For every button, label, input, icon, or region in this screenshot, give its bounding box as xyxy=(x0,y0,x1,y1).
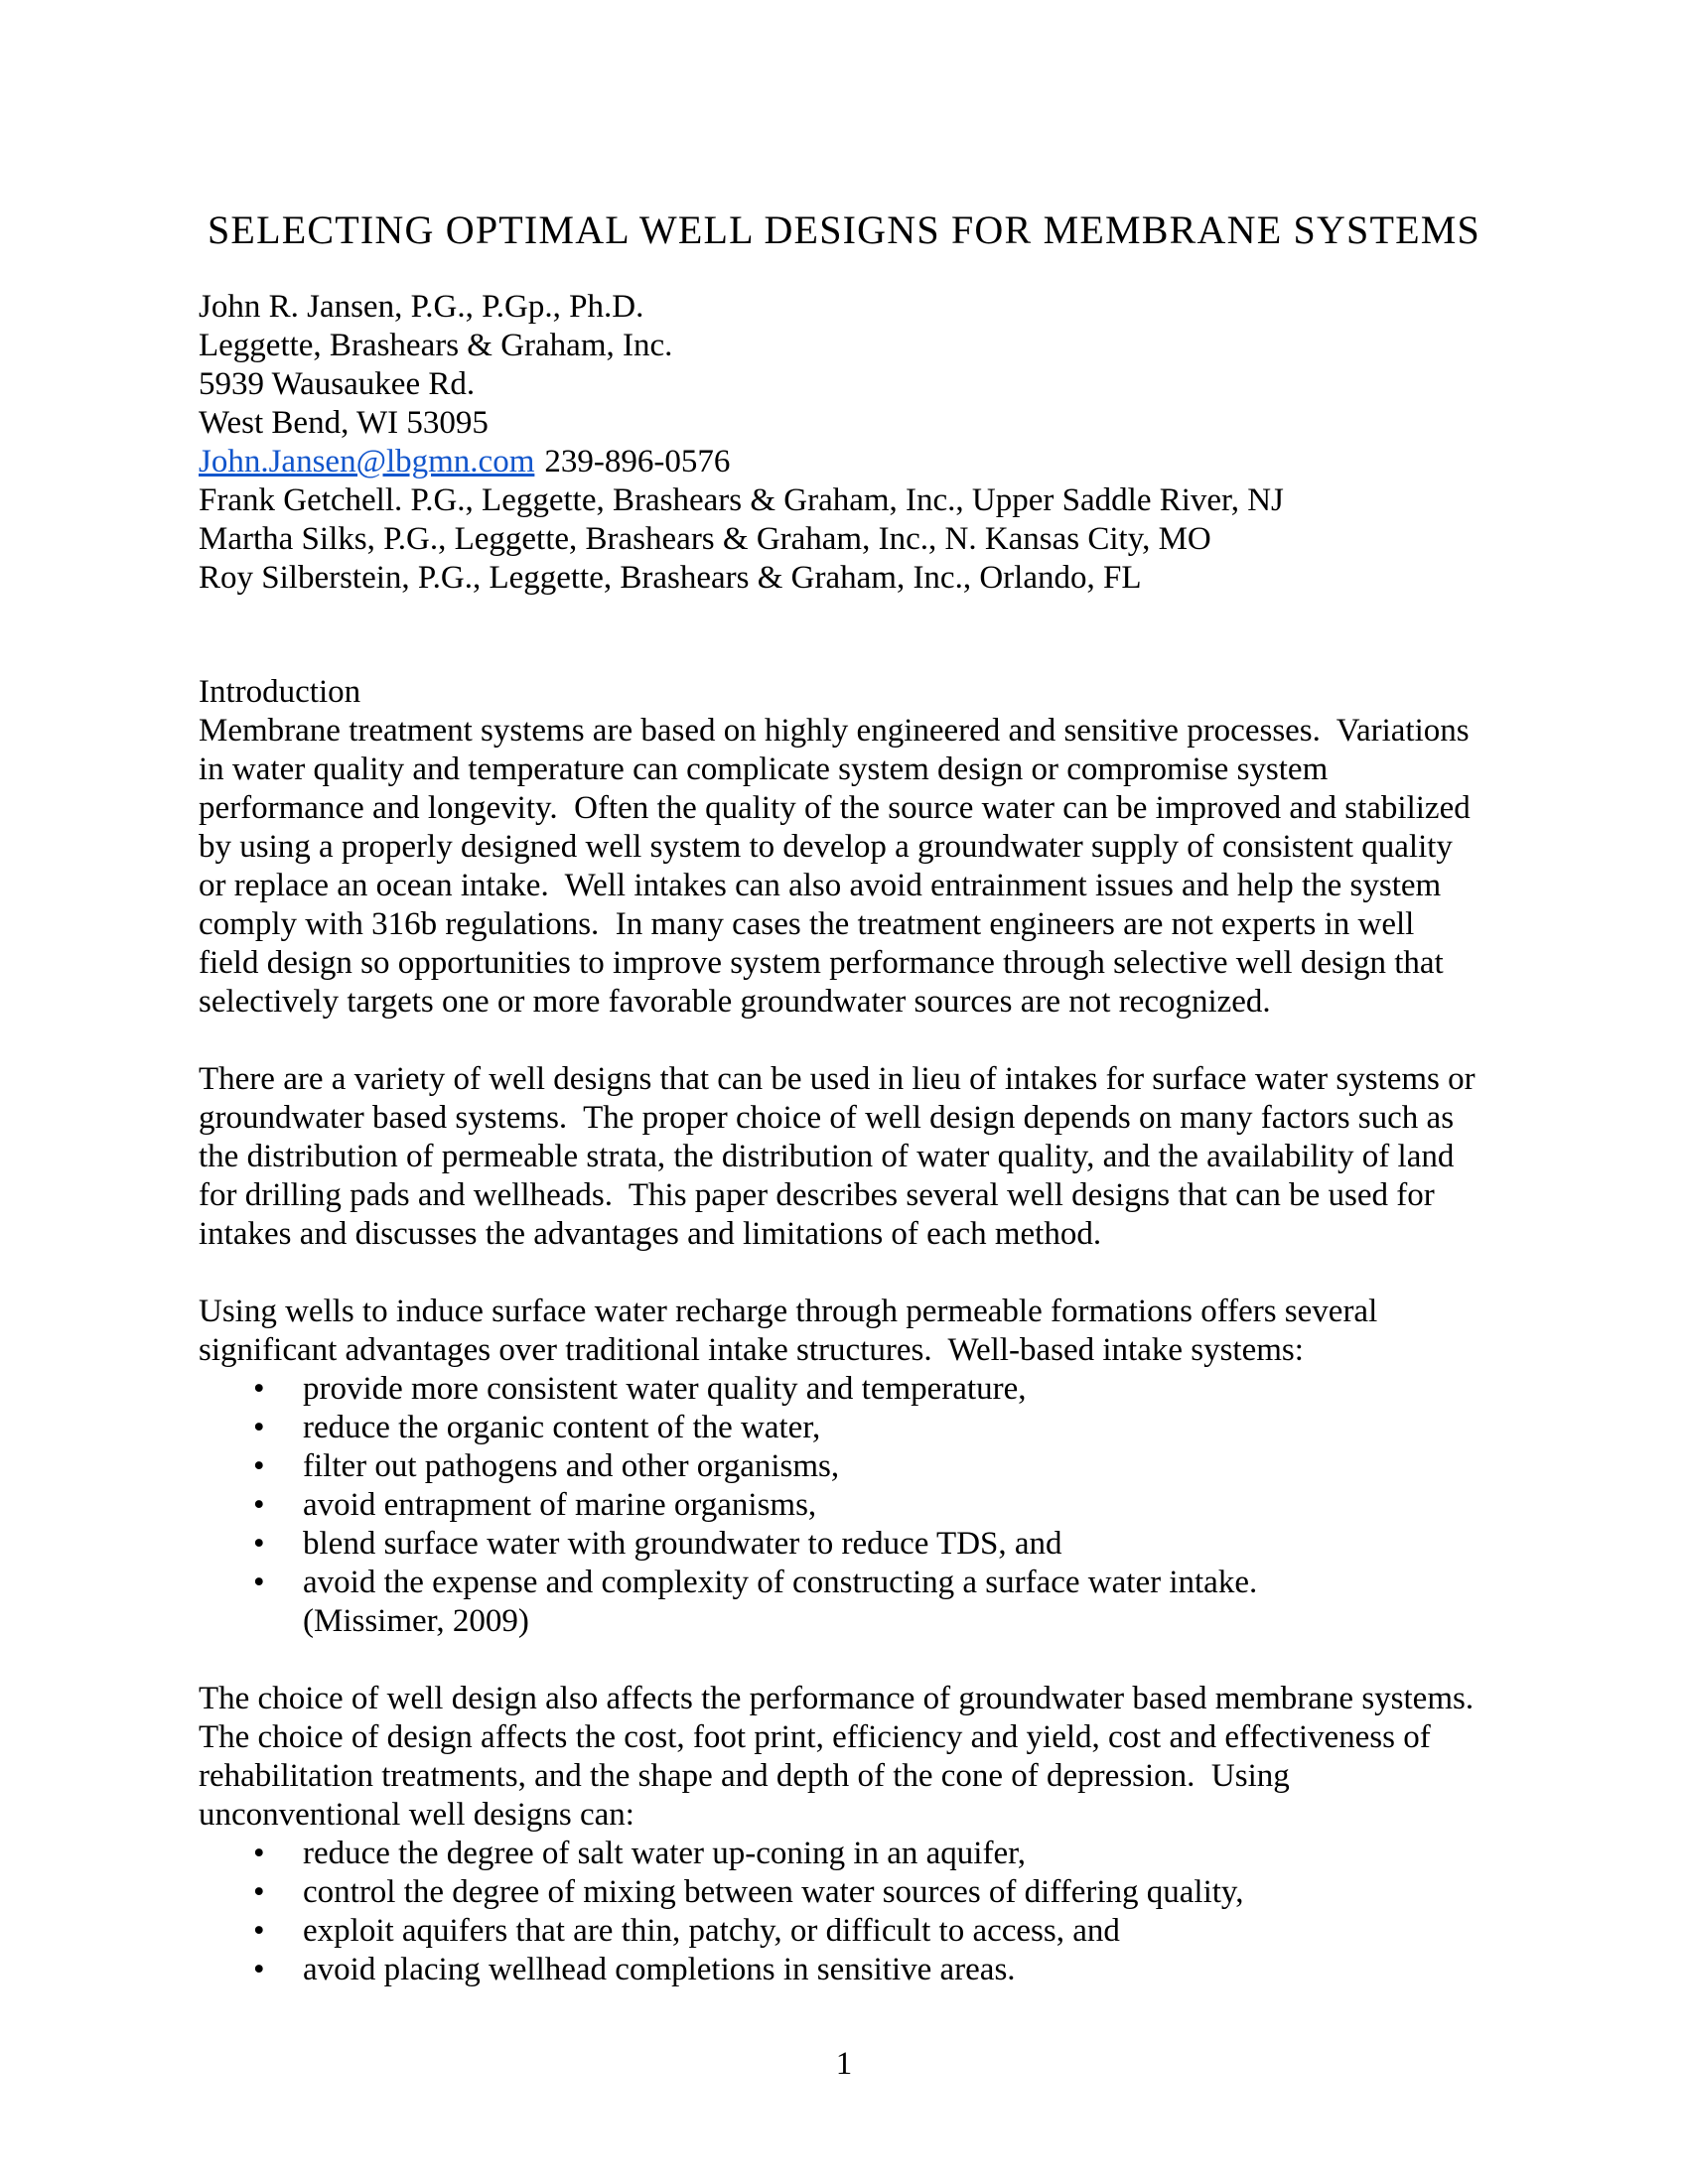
citation-missimer: (Missimer, 2009) xyxy=(303,1603,529,1639)
text-line: Using wells to induce surface water recharge through permeable formations offers several xyxy=(199,1294,1378,1329)
text-line: rehabilitation treatments, and the shape and depth of the cone of depression. Using xyxy=(199,1758,1290,1794)
text-line: The choice of well design also affects the performance of groundwater based membrane systems. xyxy=(199,1681,1475,1716)
bullet-item: • avoid entrapment of marine organisms, xyxy=(199,1486,1489,1525)
text-line: unconventional well designs can: xyxy=(199,1797,634,1833)
paragraph-well-design-variety xyxy=(199,1060,1489,1254)
text-line: West Bend, WI 53095 xyxy=(199,405,489,441)
text-line: significant advantages over traditional intake structures. Well-based intake systems: xyxy=(199,1332,1304,1368)
author-contact-line xyxy=(199,443,1489,481)
text-line: There are a variety of well designs that can be used in lieu of intakes for surface water systems or xyxy=(199,1061,1476,1097)
text-line: or replace an ocean intake. Well intakes can also avoid entrainment issues and help the system xyxy=(199,868,1442,903)
text-line: Membrane treatment systems are based on highly engineered and sensitive processes. Variations xyxy=(199,713,1470,749)
page-content xyxy=(199,206,1489,2084)
text-line: Frank Getchell. P.G., Leggette, Brashears & Graham, Inc., Upper Saddle River, NJ xyxy=(199,482,1284,518)
bullet-item: • blend surface water with groundwater to reduce TDS, and xyxy=(199,1525,1489,1564)
bullet-item: • reduce the organic content of the water, xyxy=(199,1409,1489,1447)
bullet-list-unconventional-designs xyxy=(199,1835,1489,1989)
phone-number: 239-896-0576 xyxy=(544,444,731,479)
text-line: selectively targets one or more favorable groundwater sources are not recognized. xyxy=(199,984,1271,1020)
text-line: field design so opportunities to improve system performance through selective well design that xyxy=(199,945,1444,981)
bullet-item: • exploit aquifers that are thin, patchy, or difficult to access, and xyxy=(199,1912,1489,1951)
paragraph-induced-recharge xyxy=(199,1293,1489,1370)
text-line: 5939 Wausaukee Rd. xyxy=(199,366,476,402)
text-line: for drilling pads and wellheads. This paper describes several well designs that can be used for xyxy=(199,1177,1435,1213)
bullet-item: • provide more consistent water quality and temperature, xyxy=(199,1370,1489,1409)
text-line: Roy Silberstein, P.G., Leggette, Brashears & Graham, Inc., Orlando, FL xyxy=(199,560,1142,596)
text-line: in water quality and temperature can complicate system design or compromise system xyxy=(199,751,1329,787)
author-address xyxy=(199,288,1489,443)
text-line: Leggette, Brashears & Graham, Inc. xyxy=(199,328,673,363)
bullet-item: • avoid the expense and complexity of constructing a surface water intake. xyxy=(199,1564,1489,1602)
author-block xyxy=(199,288,1489,598)
text-line: groundwater based systems. The proper choice of well design depends on many factors such as xyxy=(199,1100,1455,1136)
bullet-item: • filter out pathogens and other organisms, xyxy=(199,1447,1489,1486)
text-line: performance and longevity. Often the quality of the source water can be improved and stabilized xyxy=(199,790,1471,826)
bullet-item: • reduce the degree of salt water up-coning in an aquifer, xyxy=(199,1835,1489,1873)
paragraph-design-performance xyxy=(199,1680,1489,1835)
text-line: Martha Silks, P.G., Leggette, Brashears & Graham, Inc., N. Kansas City, MO xyxy=(199,521,1211,557)
paragraph-membrane-systems xyxy=(199,712,1489,1022)
bullet-item: • control the degree of mixing between water sources of differing quality, xyxy=(199,1873,1489,1912)
text-line: The choice of design affects the cost, foot print, efficiency and yield, cost and effectiveness of xyxy=(199,1719,1431,1755)
bullet-item: • avoid placing wellhead completions in sensitive areas. xyxy=(199,1951,1489,1989)
section-heading-introduction: Introduction xyxy=(199,674,361,710)
text-line: John R. Jansen, P.G., P.Gp., Ph.D. xyxy=(199,289,644,325)
email-link[interactable]: John.Jansen@lbgmn.com xyxy=(199,444,535,479)
text-line: intakes and discusses the advantages and limitations of each method. xyxy=(199,1216,1102,1252)
text-line: comply with 316b regulations. In many cases the treatment engineers are not experts in well xyxy=(199,906,1415,942)
text-line: the distribution of permeable strata, the distribution of water quality, and the availability of land xyxy=(199,1139,1455,1174)
coauthor-lines xyxy=(199,481,1489,598)
text-line: by using a properly designed well system to develop a groundwater supply of consistent quality xyxy=(199,829,1453,865)
bullet-list-intake-advantages xyxy=(199,1370,1489,1602)
page-number: 1 xyxy=(835,2046,853,2082)
page-title: SELECTING OPTIMAL WELL DESIGNS FOR MEMBRANE SYSTEMS xyxy=(207,207,1480,252)
section-introduction xyxy=(199,673,1489,1989)
